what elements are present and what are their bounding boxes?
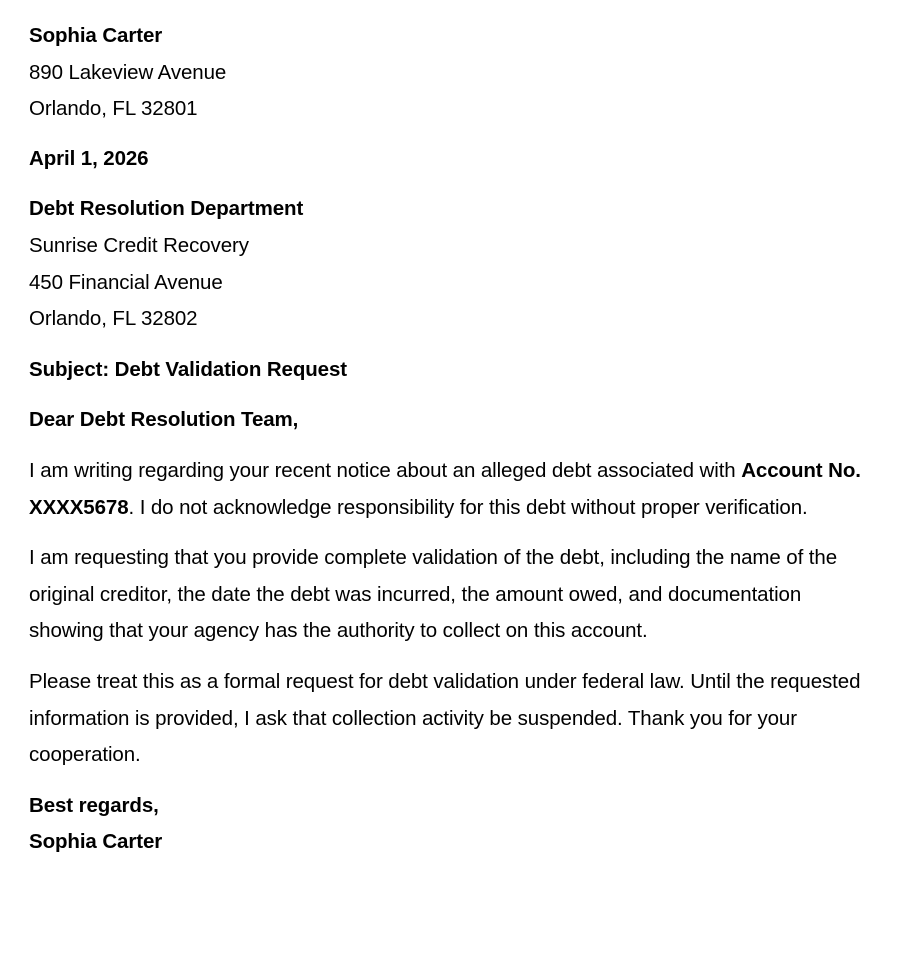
- body-paragraph-1-lead: I am writing regarding your recent notice about an alleged debt associated with: [29, 458, 742, 482]
- account-number-emphasis: Account No. XXXX5678: [29, 458, 861, 519]
- recipient-street: 450 Financial Avenue: [29, 270, 223, 294]
- body-paragraph-1-tail: . I do not acknowledge responsibility for this debt without proper verification.: [128, 495, 808, 519]
- spacer-after-sender: [29, 128, 868, 141]
- spacer-after-date: [29, 177, 868, 191]
- spacer-after-paragraph-3: [29, 774, 868, 788]
- salutation: Dear Debt Resolution Team,: [29, 408, 299, 432]
- sender-city-state-zip: Orlando, FL 32801: [29, 97, 198, 121]
- spacer-after-recipient: [29, 338, 868, 352]
- body-paragraph-3: Please treat this as a formal request for debt validation under federal law. Until the requested information is provided, I ask that collection activity be suspended. Thank you for your cooperation.: [29, 669, 861, 767]
- recipient-department: Debt Resolution Department: [29, 197, 304, 221]
- sender-street: 890 Lakeview Avenue: [29, 60, 227, 84]
- spacer-after-subject: [29, 388, 868, 402]
- letter-date: April 1, 2026: [29, 146, 149, 170]
- subject-line: Subject: Debt Validation Request: [29, 357, 348, 381]
- valediction: Best regards,: [29, 793, 159, 817]
- spacer-after-paragraph-2: [29, 650, 868, 664]
- spacer-after-salutation: [29, 439, 868, 453]
- sender-name: Sophia Carter: [29, 24, 163, 47]
- sender-address-block: [29, 18, 868, 128]
- recipient-city-state-zip: Orlando, FL 32802: [29, 307, 198, 331]
- signature-name: Sophia Carter: [29, 830, 163, 854]
- spacer-after-paragraph-1: [29, 526, 868, 540]
- recipient-address-block: [29, 191, 868, 337]
- closing-block: [29, 788, 868, 861]
- body-paragraph-1: [29, 453, 868, 526]
- recipient-company: Sunrise Credit Recovery: [29, 233, 249, 257]
- body-paragraph-2: I am requesting that you provide complete validation of the debt, including the name of the original creditor, the date the debt was incurred, the amount owed, and documentation showing that your agency has the authority to collect on this account.: [29, 546, 837, 643]
